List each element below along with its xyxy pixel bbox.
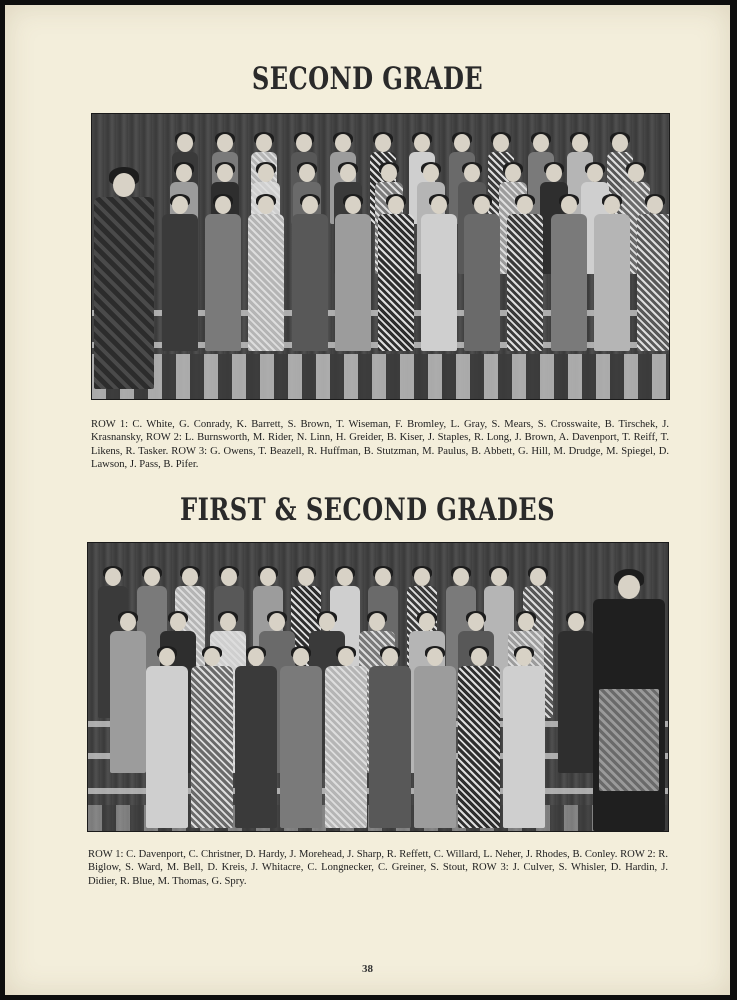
section-title-first-second-grades: FIRST & SECOND GRADES bbox=[180, 492, 555, 528]
student-figure bbox=[414, 648, 456, 828]
student-figure bbox=[205, 196, 241, 351]
yearbook-page bbox=[5, 5, 730, 995]
student-figure bbox=[248, 196, 284, 351]
student-figure bbox=[369, 648, 411, 828]
class-photo-second-grade bbox=[91, 113, 670, 400]
student-figure bbox=[558, 613, 594, 773]
student-figure bbox=[378, 196, 414, 351]
class-photo-first-second-grades bbox=[87, 542, 669, 832]
student-figure bbox=[162, 196, 198, 351]
student-figure bbox=[464, 196, 500, 351]
student-figure bbox=[325, 648, 367, 828]
student-figure bbox=[191, 648, 233, 828]
caption-second-grade: ROW 1: C. White, G. Conrady, K. Barrett, S. Brown, T. Wiseman, F. Bromley, L. Gray, S. Mears, S. Crosswaite, B. Tirschek, J. Krasnansky, ROW 2: L. Burnsworth, M. Rider, N. Linn, H. Greider, B. Kiser, J. Staples, R. Long, J. Brown, A. Davenport, T. Reiff, T. Likens, R. Tasker. ROW 3: G. Owens, T. Beazell, R. Huffman, B. Stutzman, M. Paulus, B. Abbett, G. Hill, M. Drudge, M. Spiegel, D. Lawson, J. Pass, B. Pifer. bbox=[91, 419, 669, 471]
student-figure bbox=[421, 196, 457, 351]
caption-first-second-grades: ROW 1: C. Davenport, C. Christner, D. Hardy, J. Morehead, J. Sharp, R. Reffett, C. Willard, L. Neher, J. Rhodes, B. Conley. ROW 2: R. Biglow, S. Ward, M. Bell, D. Kreis, J. Whitacre, C. Longnecker, C. Greiner, S. Stout, ROW 3: J. Culver, S. Whisler, D. Hardin, J. Didier, R. Blue, M. Thomas, G. Spry. bbox=[88, 849, 668, 887]
student-figure bbox=[551, 196, 587, 351]
teacher-figure bbox=[593, 571, 665, 831]
student-figure bbox=[594, 196, 630, 351]
student-figure bbox=[110, 613, 146, 773]
page-number: 38 bbox=[362, 963, 373, 975]
student-figure bbox=[503, 648, 545, 828]
student-figure bbox=[146, 648, 188, 828]
student-figure bbox=[458, 648, 500, 828]
student-figure bbox=[335, 196, 371, 351]
student-figure bbox=[637, 196, 670, 351]
student-figure bbox=[507, 196, 543, 351]
section-title-second-grade: SECOND GRADE bbox=[251, 61, 484, 97]
student-figure bbox=[292, 196, 328, 351]
teacher-figure bbox=[94, 169, 154, 389]
student-figure bbox=[235, 648, 277, 828]
student-figure bbox=[280, 648, 322, 828]
